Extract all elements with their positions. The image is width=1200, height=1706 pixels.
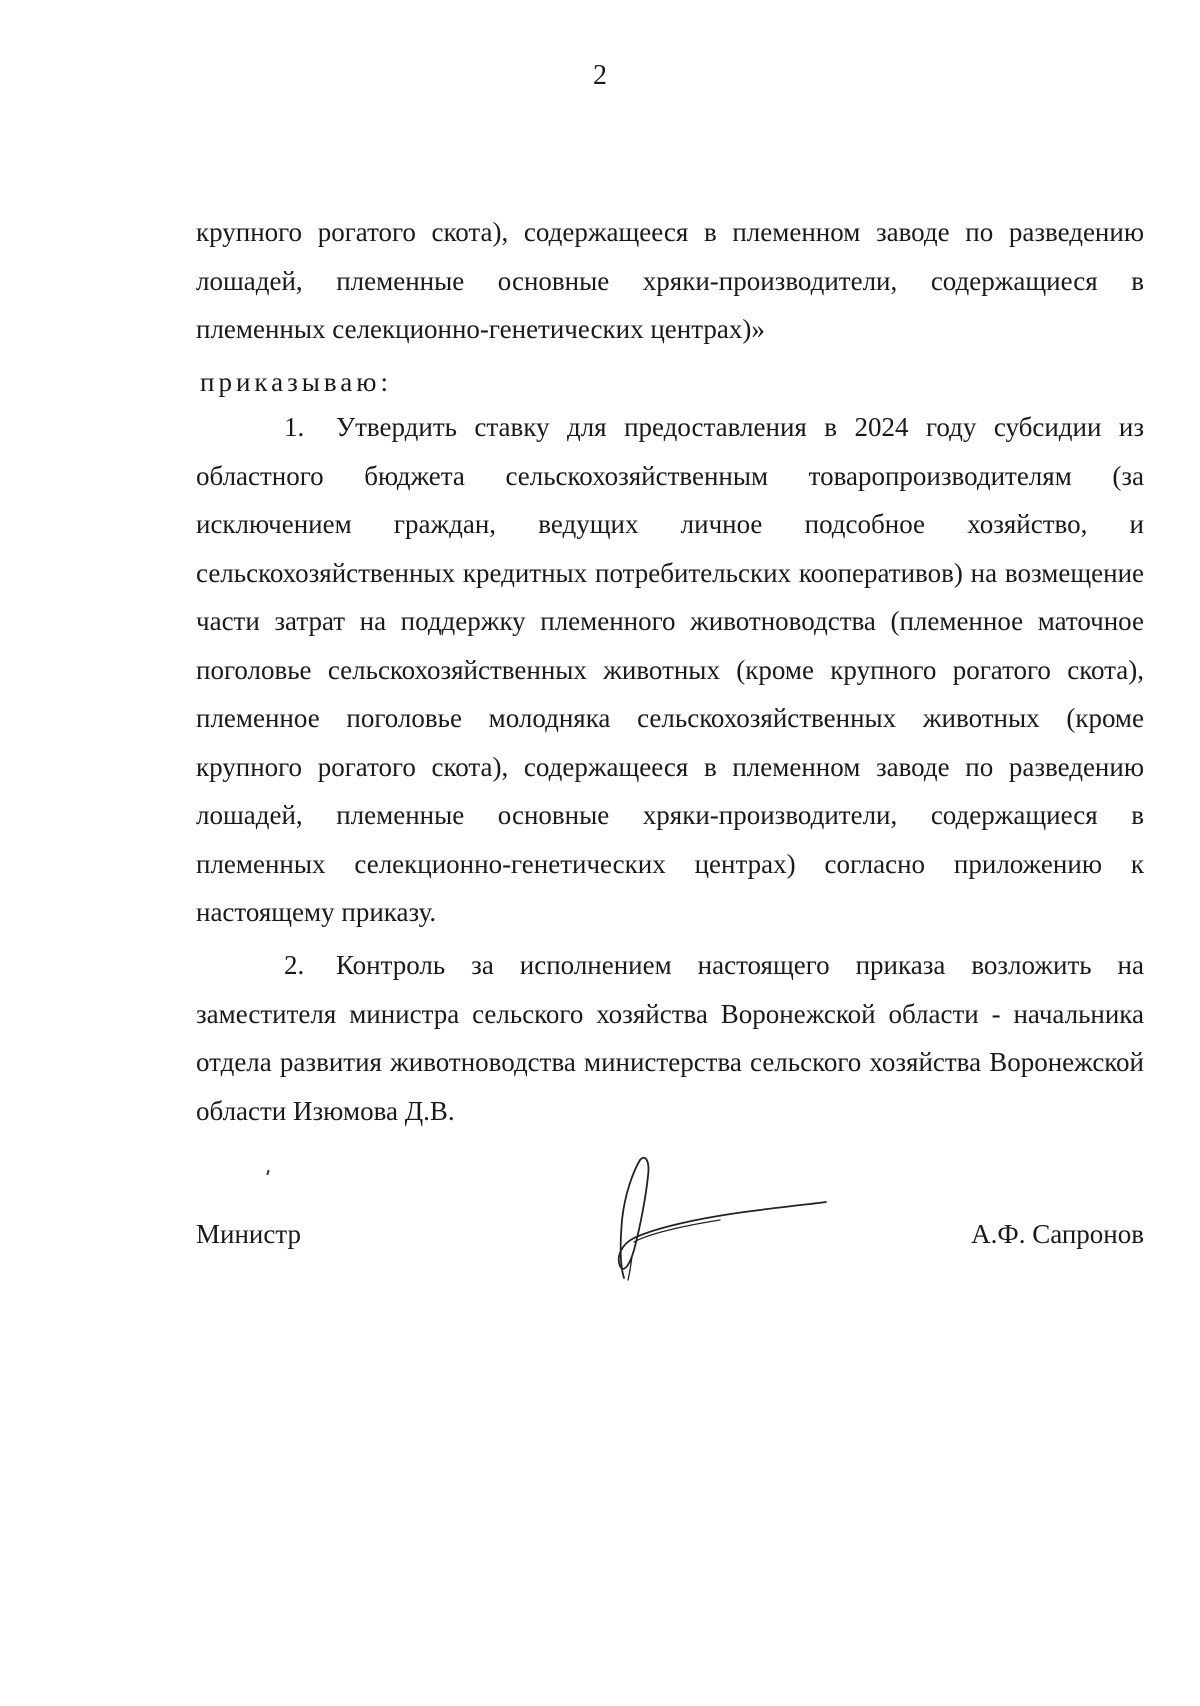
order-item-2 — [196, 941, 1144, 1135]
item-text: Контроль за исполнением настоящего приказа возложить на заместителя министра сельского хозяйства Воронежской области - начальника отдела развития животноводства министерства сельского хозяйства Воронежской области Изюмова Д.В. — [196, 950, 1144, 1126]
signatory-title: Министр — [196, 1219, 301, 1249]
item-text: Утвердить ставку для предоставления в 2024 году субсидии из областного бюджета сельскохозяйственным товаропроизводителям (за исключением граждан, ведущих личное подсобное хозяйство, и сельскохозяйственных кредитных потребительских кооперативов) на возмещение части затрат на поддержку племенного животноводства (племенное маточное поголовье сельскохозяйственных животных (кроме крупного рогатого скота), племенное поголовье молодняка сельскохозяйственных животных (кроме крупного рогатого скота), содержащееся в племенном заводе по разведению лошадей, племенные основные хряки-производители, содержащиеся в племенных селекционно-генетических центрах) согласно приложению к настоящему приказу. — [196, 412, 1144, 927]
order-item-1 — [196, 403, 1144, 937]
signature-block — [196, 1212, 1144, 1256]
intro-paragraph-text: крупного рогатого скота), содержащееся в племенном заводе по разведению лошадей, племенные основные хряки-производители, содержащиеся в племенных селекционно-генетических центрах)» — [196, 217, 1144, 344]
item-number: 1. — [284, 412, 305, 442]
signatory-name: А.Ф. Сапронов — [971, 1219, 1144, 1249]
intro-paragraph — [196, 208, 1144, 354]
order-word: приказываю: — [200, 367, 392, 397]
page-number: 2 — [593, 60, 607, 91]
ink-speck — [266, 1170, 269, 1175]
item-number: 2. — [284, 950, 305, 980]
